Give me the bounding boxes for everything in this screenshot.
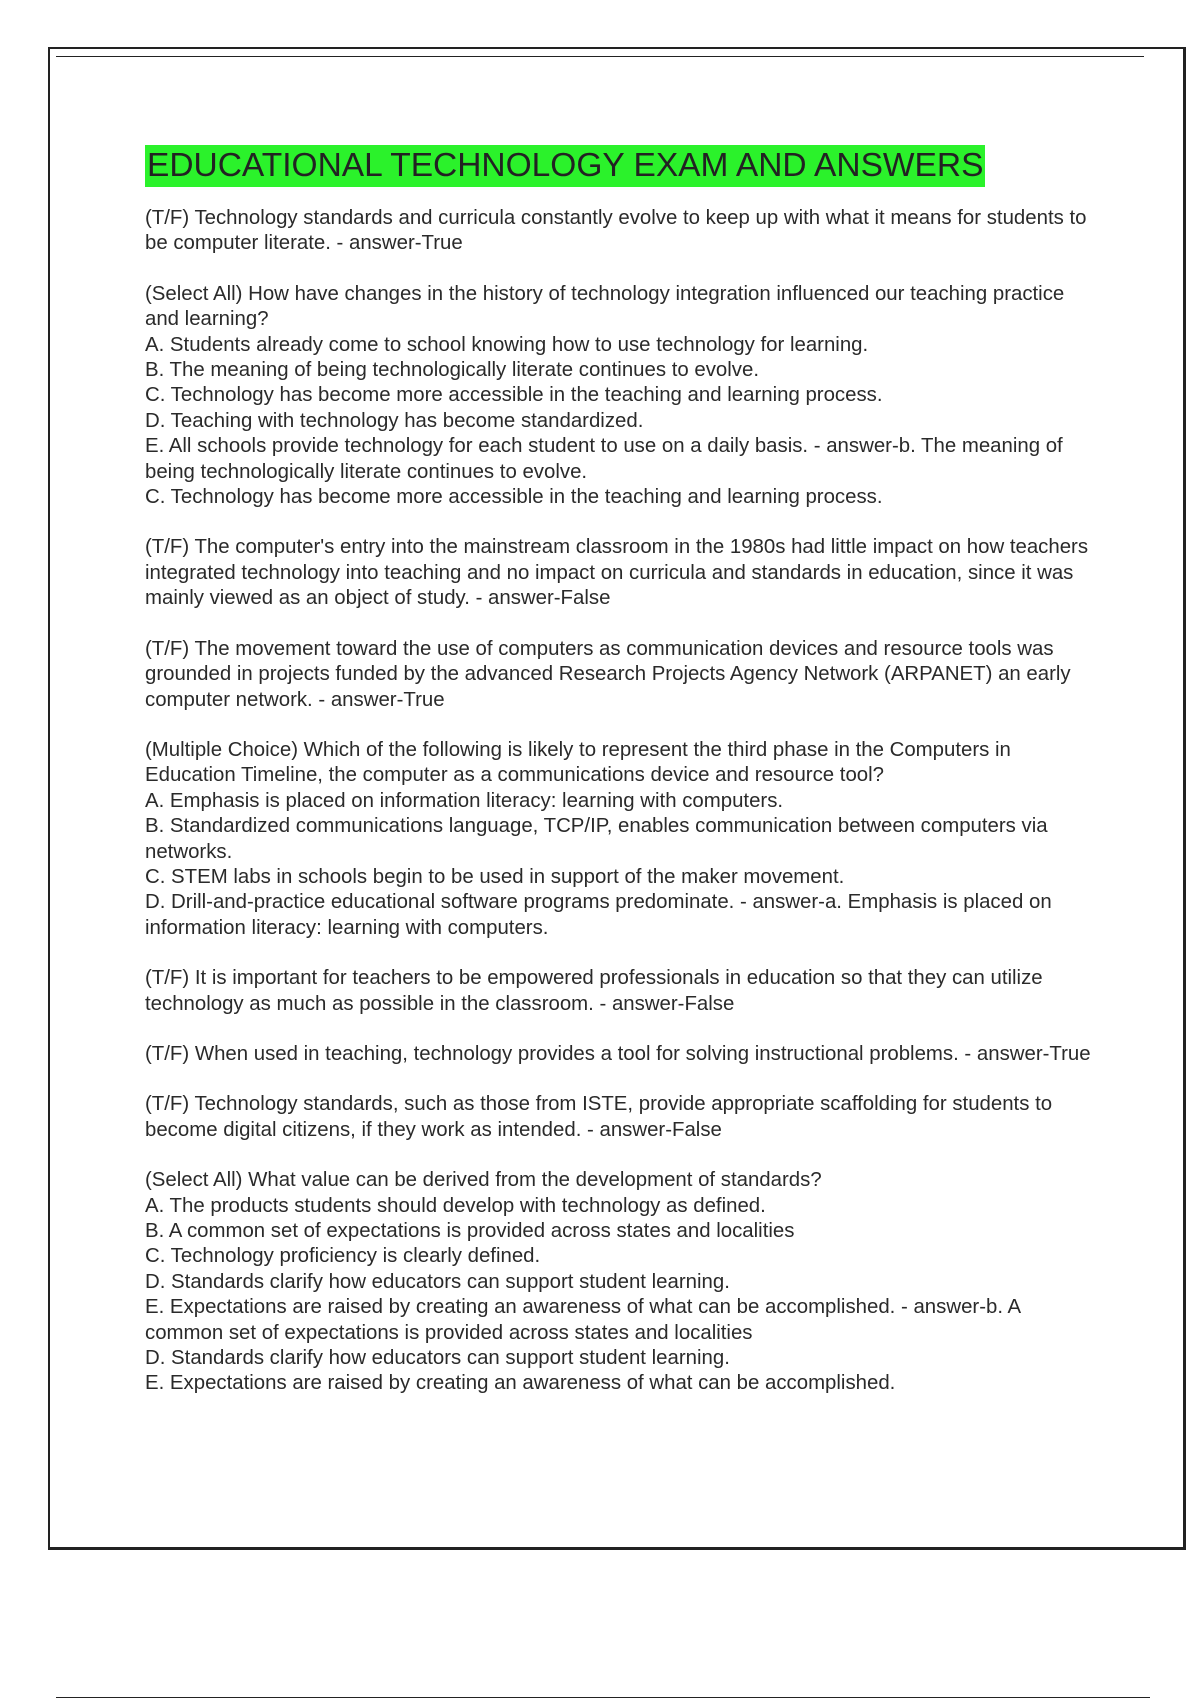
qa-line: E. Expectations are raised by creating an awareness of what can be accomplished. [145,1372,896,1395]
qa-line: (T/F) When used in teaching, technology provides a tool for solving instructional problems. - answer-True [145,1042,1091,1065]
qa-item [145,966,1095,1017]
qa-line: D. Standards clarify how educators can support student learning. [145,1270,730,1293]
bottom-rule [56,1697,1150,1698]
qa-line: C. Technology proficiency is clearly defined. [145,1245,541,1268]
qa-line: D. Teaching with technology has become standardized. [145,409,644,432]
top-rule [56,56,1144,57]
qa-item [145,1092,1095,1143]
qa-line: C. Technology has become more accessible in the teaching and learning process. [145,384,883,407]
qa-line: (Select All) What value can be derived from the development of standards? [145,1169,822,1192]
qa-item [145,535,1095,611]
qa-line: (T/F) Technology standards and curricula constantly evolve to keep up with what it means for students to be computer literate. - answer-True [145,207,1087,255]
qa-item [145,738,1095,941]
qa-item [145,282,1095,511]
qa-line: (T/F) Technology standards, such as those from ISTE, provide appropriate scaffolding for students to become digital citizens, if they work as intended. - answer-False [145,1093,1053,1141]
qa-line: C. Technology has become more accessible in the teaching and learning process. [145,486,883,509]
qa-line: B. The meaning of being technologically literate continues to evolve. [145,359,759,382]
qa-line: D. Drill-and-practice educational software programs predominate. - answer-a. Emphasis is placed on information literacy: learning with computers. [145,891,1052,939]
qa-line: B. A common set of expectations is provided across states and localities [145,1220,795,1242]
qa-item [145,1042,1095,1067]
qa-line: A. Students already come to school knowing how to use technology for learning. [145,333,869,356]
qa-line: E. All schools provide technology for each student to use on a daily basis. - answer-b. The meaning of being technologically literate continues to evolve. [145,435,1063,483]
qa-line: B. Standardized communications language, TCP/IP, enables communication between computers via networks. [145,815,1048,863]
qa-line: A. The products students should develop with technology as defined. [145,1194,766,1217]
qa-item [145,1168,1095,1397]
qa-line: A. Emphasis is placed on information literacy: learning with computers. [145,789,784,812]
qa-line: (Multiple Choice) Which of the following is likely to represent the third phase in the Computers in Education Timeline, the computer as a communications device and resource tool? [145,738,1011,787]
qa-item [145,637,1095,713]
qa-line: E. Expectations are raised by creating an awareness of what can be accomplished. - answer-b. A common set of expectations is provided across states and localities [145,1296,1021,1344]
qa-item [145,206,1095,257]
qa-line: (T/F) The computer's entry into the mainstream classroom in the 1980s had little impact on how teachers integrated technology into teaching and no impact on curricula and standards in education, since it was mainly viewed as an object of study. - answer-False [145,536,1089,610]
qa-line: (Select All) How have changes in the history of technology integration influenced our teaching practice and learning? [145,282,1065,331]
document-title: EDUCATIONAL TECHNOLOGY EXAM AND ANSWERS [145,145,985,187]
qa-line: D. Standards clarify how educators can support student learning. [145,1347,730,1370]
qa-line: (T/F) It is important for teachers to be empowered professionals in education so that they can utilize technology as much as possible in the classroom. - answer-False [145,967,1043,1015]
qa-list [145,206,1095,1397]
qa-line: (T/F) The movement toward the use of computers as communication devices and resource tools was grounded in projects funded by the advanced Research Projects Agency Network (ARPANET) an early computer network. - answer-True [145,637,1071,711]
qa-line: C. STEM labs in schools begin to be used in support of the maker movement. [145,865,845,888]
document-body [145,145,1095,1422]
